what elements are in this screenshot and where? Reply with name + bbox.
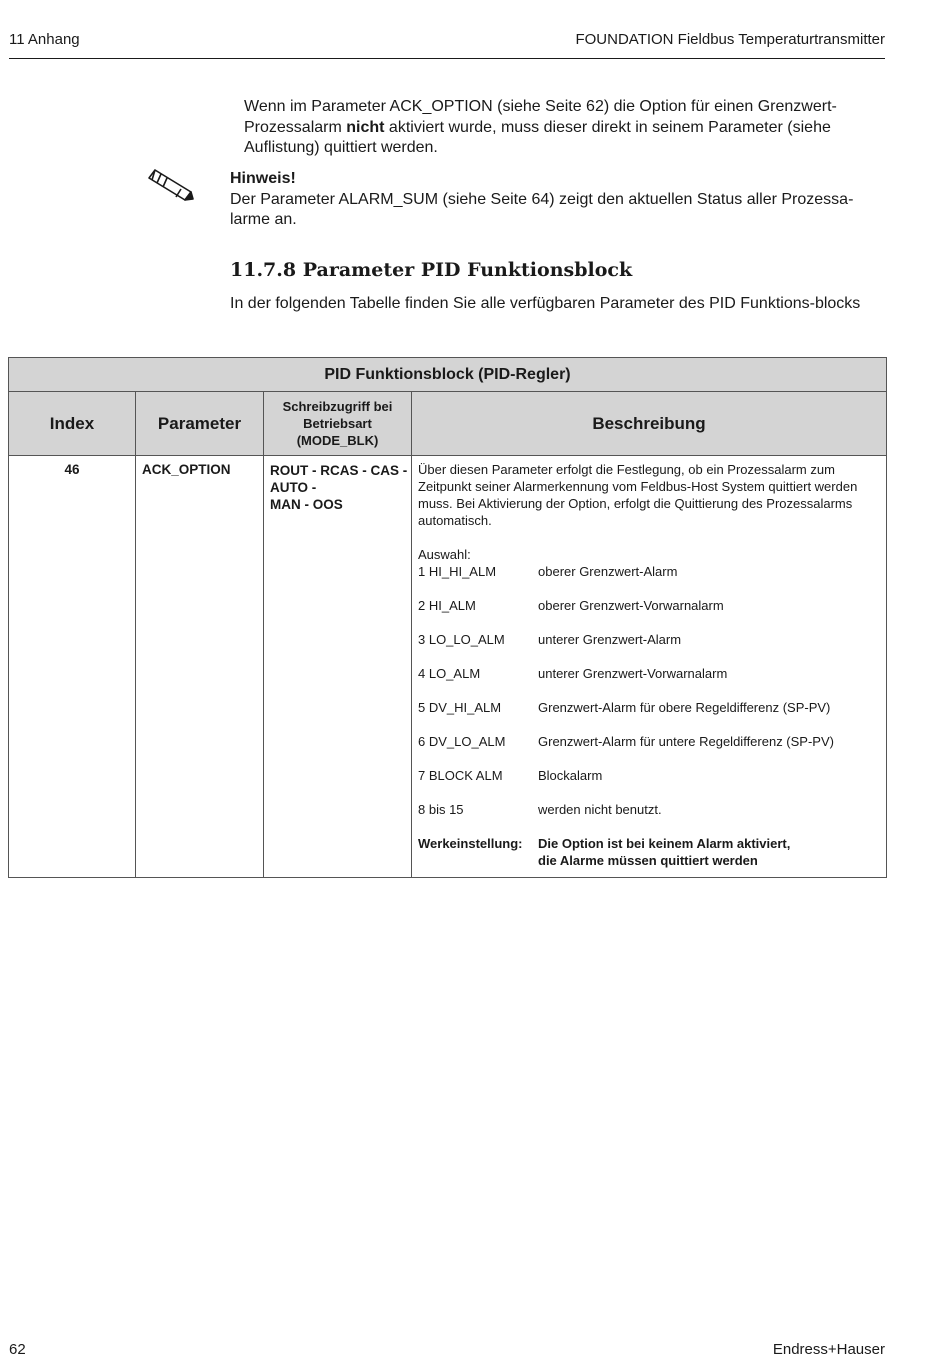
option-code: 3 LO_LO_ALM — [418, 632, 505, 647]
option-text: Blockalarm — [538, 768, 603, 783]
option-code: 2 HI_ALM — [418, 598, 476, 613]
option-code: 5 DV_HI_ALM — [418, 700, 502, 715]
list-item — [418, 733, 880, 750]
pencil-icon — [145, 166, 195, 202]
list-item — [418, 801, 880, 818]
note-box — [230, 169, 886, 231]
pid-parameter-table — [8, 357, 887, 878]
brand-logo-text: Endress+Hauser — [772, 1341, 885, 1358]
option-list — [418, 563, 880, 869]
option-text: unterer Grenzwert-Alarm — [538, 632, 682, 647]
cell-description — [412, 456, 887, 878]
header-parameter: Parameter — [136, 392, 264, 456]
list-item — [418, 563, 880, 580]
table-row — [9, 456, 887, 878]
header-index: Index — [9, 392, 136, 456]
option-code: 6 DV_LO_ALM — [418, 734, 506, 749]
note-text: Der Parameter ALARM_SUM (siehe Seite 64) zeigt den aktuellen Status aller Prozessa-larme an. — [230, 190, 854, 228]
header-description: Beschreibung — [412, 392, 887, 456]
section-heading: 11.7.8 Parameter PID Funktionsblock — [230, 259, 633, 281]
intro-paragraph — [244, 97, 884, 159]
section-intro: In der folgenden Tabelle finden Sie alle verfügbaren Parameter des PID Funktions-blocks — [230, 295, 861, 312]
document-title: FOUNDATION Fieldbus Temperaturtransmitter — [575, 31, 885, 48]
option-code: 4 LO_ALM — [418, 666, 481, 681]
mode-line-2: AUTO - — [270, 480, 317, 495]
table-caption: PID Funktionsblock (PID-Regler) — [9, 358, 887, 392]
option-text: unterer Grenzwert-Vorwarnalarm — [538, 666, 728, 681]
header-write-access-line1: Schreibzugriff bei — [282, 399, 393, 414]
list-item — [418, 597, 880, 614]
option-text: oberer Grenzwert-Alarm — [538, 564, 678, 579]
option-text: werden nicht benutzt. — [538, 802, 662, 817]
option-text: oberer Grenzwert-Vorwarnalarm — [538, 598, 724, 613]
option-code: 8 bis 15 — [418, 802, 464, 817]
default-value-line1: Die Option ist bei keinem Alarm aktiviert, — [538, 836, 791, 851]
option-code: 1 HI_HI_ALM — [418, 564, 497, 579]
list-item — [418, 699, 880, 716]
cell-parameter: ACK_OPTION — [136, 456, 264, 878]
selection-label: Auswahl: — [418, 547, 471, 562]
default-value — [538, 835, 790, 869]
header-write-access — [264, 392, 412, 456]
page-number: 62 — [9, 1341, 26, 1358]
default-value-line2: die Alarme müssen quittiert werden — [538, 853, 758, 868]
page-header — [9, 31, 885, 51]
option-text: Grenzwert-Alarm für untere Regeldifferenz (SP-PV) — [538, 734, 834, 749]
header-write-access-line3: (MODE_BLK) — [296, 433, 379, 448]
cell-write-access — [264, 456, 412, 878]
list-item — [418, 767, 880, 784]
option-code: 7 BLOCK ALM — [418, 768, 503, 783]
list-item — [418, 665, 880, 682]
default-setting — [418, 835, 880, 869]
cell-index: 46 — [9, 456, 136, 878]
mode-line-3: MAN - OOS — [270, 497, 343, 512]
chapter-label: 11 Anhang — [9, 31, 80, 48]
option-text: Grenzwert-Alarm für obere Regeldifferenz (SP-PV) — [538, 700, 831, 715]
default-label: Werkeinstellung: — [418, 836, 523, 851]
intro-emphasis: nicht — [346, 118, 385, 136]
list-item — [418, 631, 880, 648]
header-write-access-line2: Betriebsart — [303, 416, 372, 431]
intro-text-1: Wenn im Parameter ACK_OPTION (siehe Seite 62) die Option für einen Grenzwert-Prozessalarm — [244, 98, 837, 136]
mode-line-1: ROUT - RCAS - CAS - — [270, 463, 408, 478]
intro-text-2: aktiviert wurde, muss dieser direkt in seinem Parameter (siehe Auflistung) quittiert werden. — [244, 118, 831, 156]
note-title: Hinweis! — [230, 170, 296, 187]
header-divider — [9, 58, 885, 59]
description-text: Über diesen Parameter erfolgt die Festlegung, ob ein Prozessalarm zum Zeitpunkt seiner Alarmerkennung vom Feldbus-Host System quittiert werden muss. Bei Aktivierung der Option, erfolgt die Quittierung des Prozessalarms automatisch. — [418, 462, 858, 528]
